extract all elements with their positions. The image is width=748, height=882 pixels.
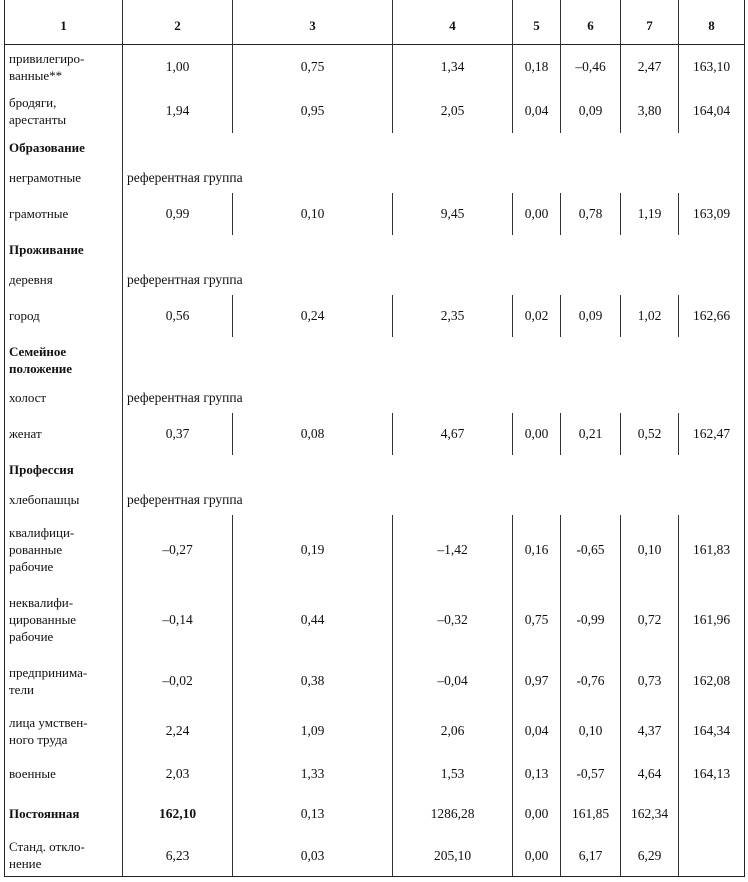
cell-col-8: 164,34 [679, 707, 745, 755]
row-label: военные [5, 755, 123, 793]
table-row [5, 755, 745, 793]
cell-col-6: 0,10 [561, 707, 621, 755]
cell-col-5: 0,00 [513, 193, 561, 235]
cell-col-3: 0,08 [233, 413, 393, 455]
cell-col-4: 2,35 [393, 295, 513, 337]
cell-col-7: 4,37 [621, 707, 679, 755]
cell-col-8: 162,47 [679, 413, 745, 455]
cell-col-8: 162,08 [679, 655, 745, 707]
cell-col-5: 0,97 [513, 655, 561, 707]
table-row [5, 707, 745, 755]
cell-col-7: 162,34 [621, 793, 679, 835]
cell-col-4: 4,67 [393, 413, 513, 455]
reference-group-note: референтная группа [127, 492, 243, 507]
cell-col-5: 0,13 [513, 755, 561, 793]
cell-col-8: 163,09 [679, 193, 745, 235]
cell-col-7: 3,80 [621, 89, 679, 133]
column-header-2: 2 [123, 6, 233, 45]
cell-col-8: 162,66 [679, 295, 745, 337]
row-label: деревня [5, 265, 123, 295]
row-label: неграмотные [5, 163, 123, 193]
column-header-4: 4 [393, 6, 513, 45]
table-row [5, 383, 745, 413]
cell-col-4: 9,45 [393, 193, 513, 235]
column-header-7: 7 [621, 6, 679, 45]
cell-col-2: 1,94 [123, 89, 233, 133]
column-header-8: 8 [679, 6, 745, 45]
cell-col-8: 164,13 [679, 755, 745, 793]
cell-col-5: 0,18 [513, 45, 561, 89]
table-row [5, 515, 745, 585]
cell-col-5: 0,04 [513, 707, 561, 755]
cell-col-7: 4,64 [621, 755, 679, 793]
regression-table [4, 0, 745, 877]
cell-col-7: 1,19 [621, 193, 679, 235]
section-label: Проживание [5, 235, 123, 265]
cell-col-2: –0,14 [123, 585, 233, 655]
table-row [5, 793, 745, 835]
table-row [5, 265, 745, 295]
row-label: привилегиро- ванные** [5, 45, 123, 89]
cell-col-6: 6,17 [561, 835, 621, 877]
cell-col-2: 0,99 [123, 193, 233, 235]
cell-col-2: 6,23 [123, 835, 233, 877]
cell-col-6: 0,09 [561, 295, 621, 337]
cell-col-4: –0,04 [393, 655, 513, 707]
cell-col-3: 0,44 [233, 585, 393, 655]
row-label: бродяги, арестанты [5, 89, 123, 133]
cell-col-8: 164,04 [679, 89, 745, 133]
cell-col-3: 1,33 [233, 755, 393, 793]
row-label: хлебопашцы [5, 485, 123, 515]
cell-col-6: -0,65 [561, 515, 621, 585]
row-label: неквалифи- цированные рабочие [5, 585, 123, 655]
cell-col-8: 163,10 [679, 45, 745, 89]
column-header-5: 5 [513, 6, 561, 45]
row-label: Станд. откло- нение [5, 835, 123, 877]
cell-col-5: 0,75 [513, 585, 561, 655]
column-header-6: 6 [561, 6, 621, 45]
section-label: Профессия [5, 455, 123, 485]
table-row [5, 193, 745, 235]
cell-col-4: 1286,28 [393, 793, 513, 835]
cell-col-2: 2,03 [123, 755, 233, 793]
cell-col-6: -0,57 [561, 755, 621, 793]
cell-col-3: 0,03 [233, 835, 393, 877]
row-label: предпринима- тели [5, 655, 123, 707]
section-header-row [5, 455, 745, 485]
section-header-row [5, 235, 745, 265]
cell-col-6: 161,85 [561, 793, 621, 835]
cell-col-5: 0,02 [513, 295, 561, 337]
cell-col-3: 0,19 [233, 515, 393, 585]
column-header-1: 1 [5, 6, 123, 45]
row-label: лица умствен- ного труда [5, 707, 123, 755]
cell-col-6: -0,76 [561, 655, 621, 707]
cell-col-5: 0,00 [513, 793, 561, 835]
cell-col-7: 0,73 [621, 655, 679, 707]
cell-col-2: 1,00 [123, 45, 233, 89]
cell-col-7: 0,52 [621, 413, 679, 455]
column-header-3: 3 [233, 6, 393, 45]
table-row [5, 89, 745, 133]
row-label: Постоянная [5, 793, 123, 835]
cell-col-2: 162,10 [123, 793, 233, 835]
cell-col-5: 0,00 [513, 413, 561, 455]
cell-col-4: –0,32 [393, 585, 513, 655]
cell-col-5: 0,16 [513, 515, 561, 585]
cell-col-7: 0,72 [621, 585, 679, 655]
row-label: женат [5, 413, 123, 455]
row-label: квалифици- рованные рабочие [5, 515, 123, 585]
cell-col-8 [679, 835, 745, 877]
row-label: город [5, 295, 123, 337]
cell-col-7: 1,02 [621, 295, 679, 337]
table-row [5, 163, 745, 193]
cell-col-7: 6,29 [621, 835, 679, 877]
cell-col-8: 161,83 [679, 515, 745, 585]
table-row [5, 485, 745, 515]
cell-col-6: 0,09 [561, 89, 621, 133]
cell-col-6: -0,99 [561, 585, 621, 655]
table-body [5, 45, 745, 877]
cell-col-4: 1,34 [393, 45, 513, 89]
table-row [5, 295, 745, 337]
section-header-row [5, 133, 745, 163]
section-label: Семейное положение [5, 337, 123, 383]
cell-col-7: 0,10 [621, 515, 679, 585]
cell-col-3: 0,13 [233, 793, 393, 835]
cell-col-3: 0,75 [233, 45, 393, 89]
cell-col-4: –1,42 [393, 515, 513, 585]
cell-col-3: 1,09 [233, 707, 393, 755]
cell-col-8: 161,96 [679, 585, 745, 655]
cell-col-2: –0,02 [123, 655, 233, 707]
header-row [5, 6, 745, 45]
cell-col-2: 2,24 [123, 707, 233, 755]
cell-col-2: –0,27 [123, 515, 233, 585]
cell-col-5: 0,00 [513, 835, 561, 877]
table-row [5, 835, 745, 877]
cell-col-4: 1,53 [393, 755, 513, 793]
cell-col-4: 205,10 [393, 835, 513, 877]
table-row [5, 45, 745, 89]
table-row [5, 413, 745, 455]
row-label: грамотные [5, 193, 123, 235]
section-header-row [5, 337, 745, 383]
cell-col-8 [679, 793, 745, 835]
cell-col-6: 0,78 [561, 193, 621, 235]
reference-group-note: референтная группа [127, 272, 243, 287]
cell-col-5: 0,04 [513, 89, 561, 133]
cell-col-6: –0,46 [561, 45, 621, 89]
section-label: Образование [5, 133, 123, 163]
row-label: холост [5, 383, 123, 413]
cell-col-2: 0,37 [123, 413, 233, 455]
cell-col-6: 0,21 [561, 413, 621, 455]
cell-col-2: 0,56 [123, 295, 233, 337]
table-row [5, 655, 745, 707]
reference-group-note: референтная группа [127, 170, 243, 185]
table-row [5, 585, 745, 655]
cell-col-4: 2,05 [393, 89, 513, 133]
cell-col-4: 2,06 [393, 707, 513, 755]
cell-col-7: 2,47 [621, 45, 679, 89]
cell-col-3: 0,95 [233, 89, 393, 133]
cell-col-3: 0,24 [233, 295, 393, 337]
cell-col-3: 0,10 [233, 193, 393, 235]
reference-group-note: референтная группа [127, 390, 243, 405]
cell-col-3: 0,38 [233, 655, 393, 707]
